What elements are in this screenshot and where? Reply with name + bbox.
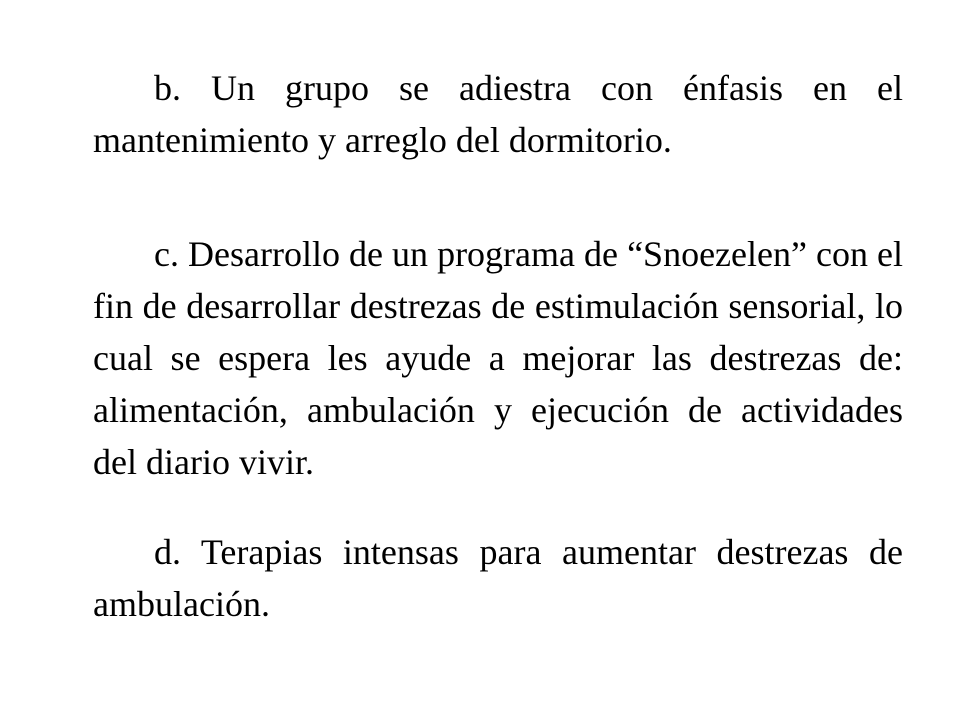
paragraph-d: d. Terapias intensas para aumentar destrezas de ambulación.: [93, 532, 903, 624]
paragraph-c: c. Desarrollo de un programa de “Snoezelen” con el fin de desarrollar destrezas de estimulación sensorial, lo cual se espera les ayude a mejorar las destrezas de: alimentación, ambulación y ejecución de actividades del diario vivir.: [93, 234, 903, 482]
paragraph-b: b. Un grupo se adiestra con énfasis en el mantenimiento y arreglo del dormitorio.: [93, 68, 903, 160]
